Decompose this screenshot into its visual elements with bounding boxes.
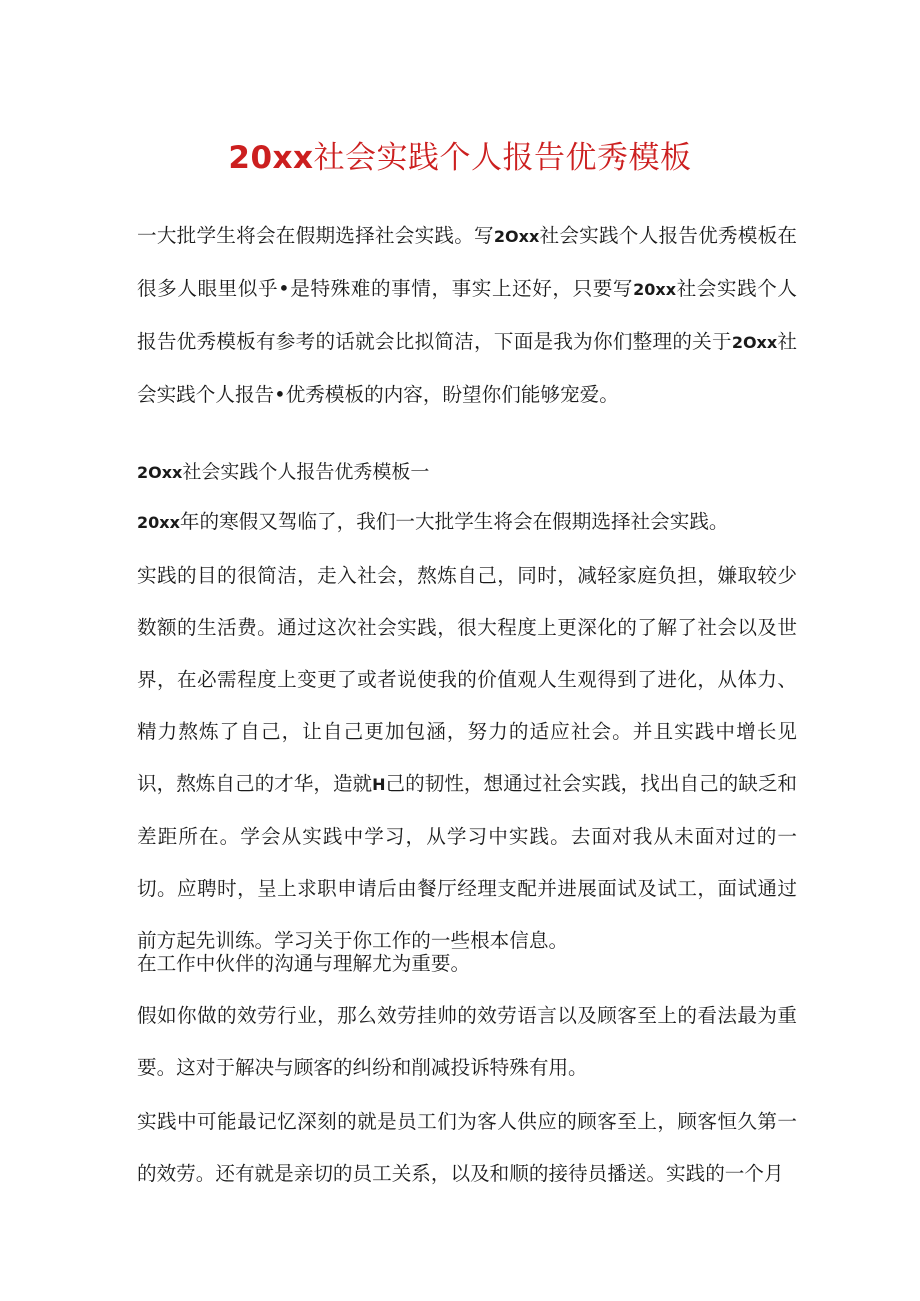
intro-text-3: 社会实践个人报告优秀模板有参考的话就会比拟简洁，下面是我为你们整理的关于 <box>137 277 798 353</box>
intro-year-1: 2Oxx <box>493 227 540 246</box>
paragraph-2-text-b: 己的韧性，想通过社会实践，找出自己的缺乏和差距所在。学会从实践中学习，从学习中实践。去面对我从未面对过的一切。应聘时，呈上求职申请后由餐厅经理支配并进展面试及试工，面试通过前方起先训练。学习关于你工作的一些根本信息。 <box>137 772 798 952</box>
document-title <box>0 136 920 180</box>
paragraph-2 <box>137 550 797 967</box>
title-text: 社会实践个人报告优秀模板 <box>313 140 692 176</box>
paragraph-2-glyph: H <box>372 775 386 794</box>
intro-year-3: 2Oxx <box>731 333 778 352</box>
intro-paragraph <box>137 210 797 421</box>
intro-year-2: 20xx <box>633 280 677 299</box>
paragraph-2-text-a: 实践的目的很简洁，走入社会，熬炼自己，同时，减轻家庭负担，嫌取较少数额的生活费。通过这次社会实践，很大程度上更深化的了解了社会以及世界，在必需程度上变更了或者说使我的价值观人生观得到了进化，从体力、精力熬炼了自己，让自己更加包涵，努力的适应社会。并且实践中增长见识，熬炼自己的才华，造就 <box>137 564 797 795</box>
section-heading-year: 2Oxx <box>137 463 183 482</box>
section-heading <box>137 452 797 493</box>
title-year: 20xx <box>228 140 314 176</box>
intro-text-4: 社会实践个人报告•优秀模板的内容，盼望你们能够宠爱。 <box>137 330 798 406</box>
intro-text-2: 社会实践个人报告优秀模板在很多人眼里似乎•是特殊难的事情，事实上还好，只要写 <box>137 224 798 300</box>
intro-text-1: 一大批学生将会在假期选择社会实践。写 <box>137 224 494 247</box>
paragraph-1-year: 20xx <box>137 513 180 532</box>
paragraph-4: 假如你做的效劳行业，那么效劳挂帅的效劳语言以及顾客至上的看法最为重要。这对于解决与顾客的纠纷和削减投诉特殊有用。 <box>137 1004 797 1079</box>
paragraph-1 <box>137 496 797 549</box>
paragraph-3: 在工作中伙伴的沟通与理解尤为重要。 <box>137 952 471 975</box>
section-heading-text: 社会实践个人报告优秀模板一 <box>182 461 430 483</box>
paragraph-5: 实践中可能最记忆深刻的就是员工们为客人供应的顾客至上，顾客恒久第一的效劳。还有就是亲切的员工关系，以及和顺的接待员播送。实践的一个月 <box>137 1110 797 1185</box>
paragraph-1-text: 年的寒假又驾临了，我们一大批学生将会在假期选择社会实践。 <box>179 510 729 533</box>
